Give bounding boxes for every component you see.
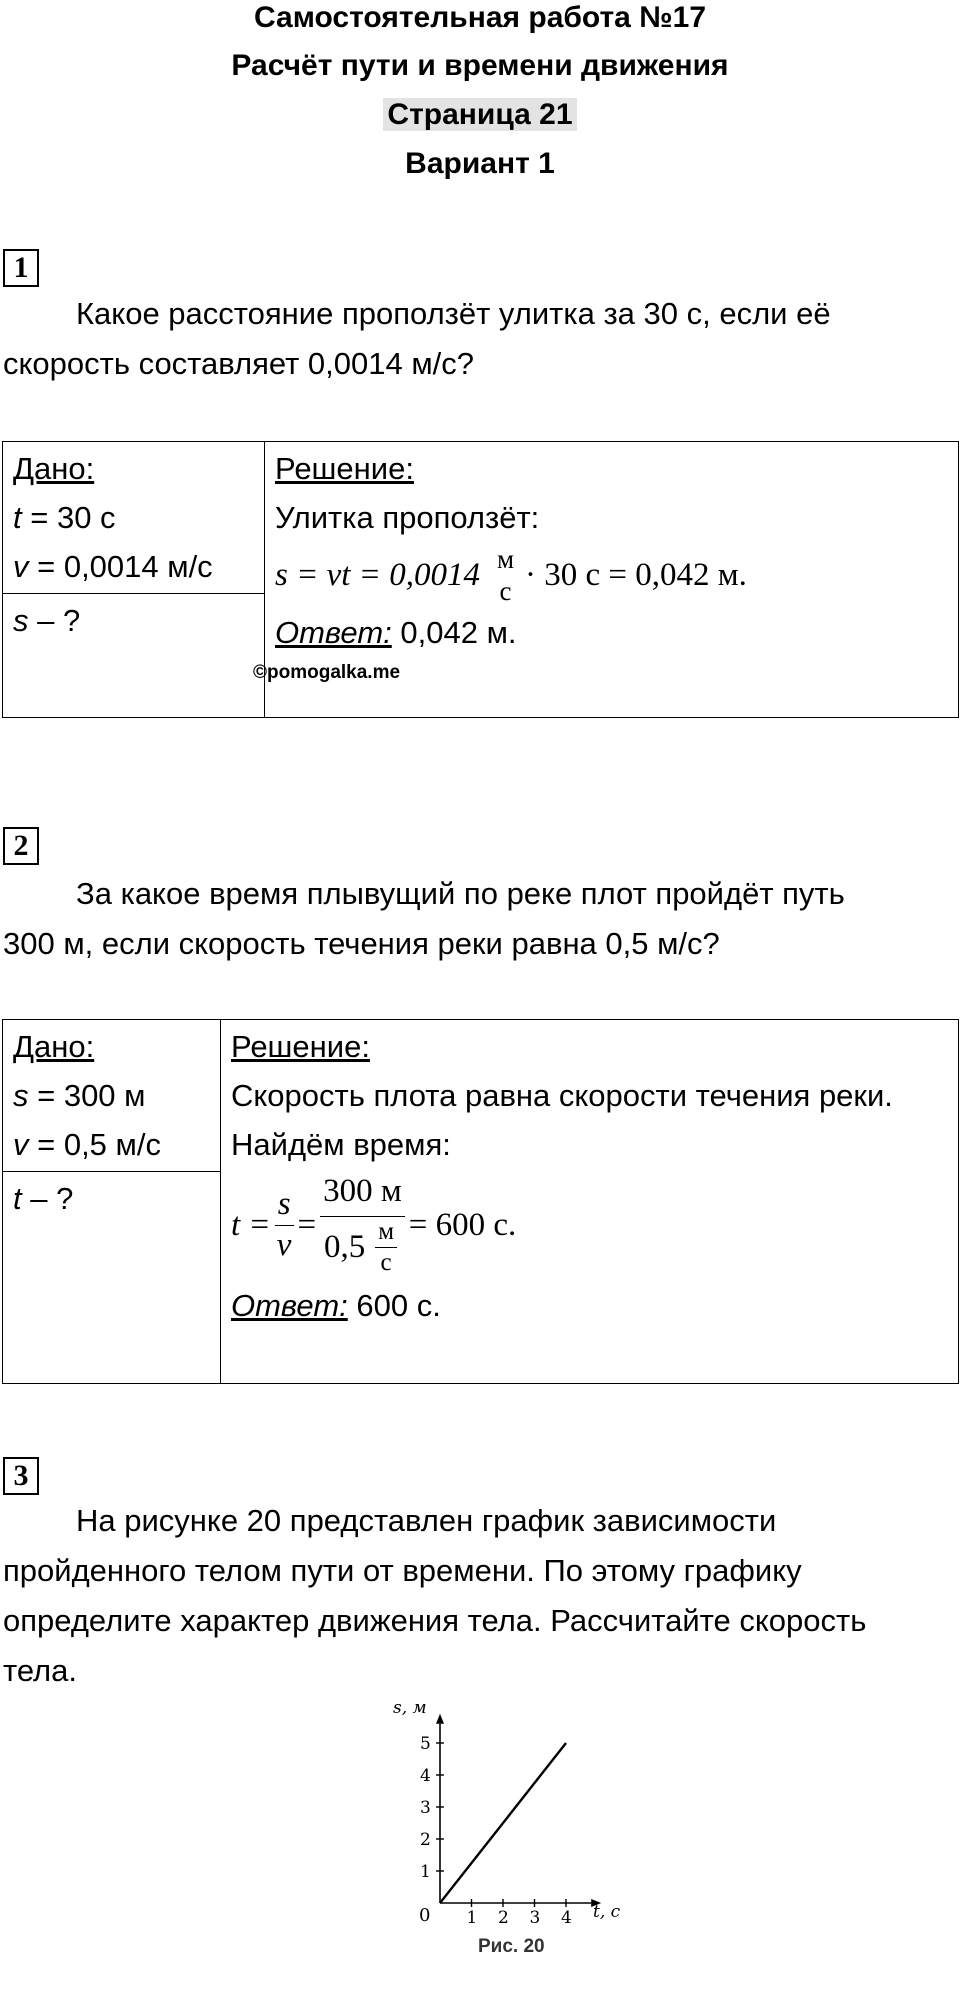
figure-caption: Рис. 20 bbox=[478, 1936, 545, 1957]
task-2-given-cell bbox=[3, 1020, 221, 1172]
y-tick-label: 1 bbox=[420, 1862, 431, 1882]
task-2-given-s-var: s bbox=[13, 1078, 29, 1113]
variant-label: Вариант 1 bbox=[405, 147, 555, 180]
task-3-text-line-3: определите характер движения тела. Рассчитайте скорость bbox=[3, 1603, 867, 1638]
page-number: Страница 21 bbox=[383, 98, 576, 131]
y-axis-arrow bbox=[436, 1714, 444, 1724]
task-2-given-s-value: = 300 м bbox=[28, 1078, 146, 1113]
worksheet-title: Самостоятельная работа №17 bbox=[253, 1, 707, 34]
task-2-text-line-2: 300 м, если скорость течения реки равна 0,5 м/с? bbox=[3, 926, 720, 961]
task-2-answer-value: 600 с. bbox=[347, 1288, 441, 1323]
task-2-formula-den bbox=[320, 1217, 405, 1278]
task-2-solution-label: Решение: bbox=[231, 1029, 370, 1064]
task-3-text-line-1: На рисунке 20 представлен график зависимости bbox=[76, 1503, 777, 1538]
task-2-solution-cell bbox=[221, 1020, 959, 1384]
task-2-formula-t: t = bbox=[231, 1206, 271, 1243]
task-1-answer-label: Ответ: bbox=[275, 615, 392, 650]
task-2-formula-den-unit-den: с bbox=[380, 1248, 392, 1276]
task-2-formula-frac-den: v bbox=[276, 1226, 292, 1263]
task-3-text-line-2: пройденного телом пути от времени. По этому графику bbox=[3, 1553, 802, 1588]
task-2-formula-den-unit bbox=[375, 1217, 397, 1278]
task-1-given-t-value: = 30 с bbox=[21, 500, 116, 535]
task-1-formula bbox=[275, 542, 948, 608]
y-tick-label: 4 bbox=[420, 1766, 431, 1786]
y-tick-label: 5 bbox=[420, 1734, 431, 1754]
chart-series bbox=[440, 1743, 566, 1903]
task-2-table bbox=[2, 1019, 959, 1384]
task-2-formula bbox=[231, 1169, 948, 1281]
x-tick-label: 4 bbox=[561, 1908, 572, 1928]
x-axis-label: t, с bbox=[593, 1902, 621, 1922]
page-number-line bbox=[0, 93, 960, 137]
origin-label: 0 bbox=[419, 1905, 431, 1926]
task-3-number: 3 bbox=[3, 1457, 39, 1495]
task-1-formula-unit-num: м bbox=[496, 543, 515, 574]
x-tick-label: 3 bbox=[529, 1908, 541, 1928]
task-1-text-line-1: Какое расстояние проползёт улитка за 30 с, если её bbox=[76, 296, 831, 331]
task-2-formula-den-unit-num: м bbox=[375, 1217, 397, 1248]
task-1-given-v-value: = 0,0014 м/с bbox=[28, 549, 213, 584]
task-2-formula-frac-num: s bbox=[275, 1185, 294, 1226]
task-1-solution-line-1: Улитка проползёт: bbox=[275, 500, 540, 535]
watermark: ©pomogalka.me bbox=[253, 662, 401, 683]
task-1-formula-rhs: · 30 с = 0,042 м. bbox=[525, 556, 747, 593]
task-2-text-line-1: За какое время плывущий по реке плот пройдёт путь bbox=[76, 876, 845, 911]
task-2-formula-num: 300 м bbox=[320, 1172, 405, 1217]
task-1-given-v-var: v bbox=[13, 549, 29, 584]
task-2-answer-label: Ответ: bbox=[231, 1288, 348, 1323]
task-2-formula-result: = 600 с. bbox=[408, 1206, 517, 1243]
y-tick-label: 3 bbox=[420, 1798, 431, 1818]
task-2-solution-line-1: Скорость плота равна скорости течения реки. bbox=[231, 1078, 893, 1113]
task-1-number: 1 bbox=[3, 249, 39, 287]
task-1-formula-lhs: s = vt = 0,0014 bbox=[275, 556, 480, 593]
task-2-find-var: t bbox=[13, 1181, 22, 1216]
task-2-formula-sv-fraction bbox=[275, 1185, 294, 1265]
task-2-number: 2 bbox=[3, 827, 39, 865]
worksheet-subtitle: Расчёт пути и времени движения bbox=[231, 49, 729, 82]
task-3-text bbox=[3, 1496, 933, 1696]
task-1-find-cell bbox=[3, 594, 265, 718]
task-2-solution-line-2: Найдём время: bbox=[231, 1127, 451, 1162]
figure-20 bbox=[383, 1690, 658, 1970]
task-1-solution-label: Решение: bbox=[275, 451, 414, 486]
task-2-find-cell bbox=[3, 1172, 221, 1384]
task-1-text-line-2: скорость составляет 0,0014 м/с? bbox=[3, 346, 475, 381]
task-2-formula-eq: = bbox=[297, 1206, 317, 1243]
task-1-formula-unit-fraction bbox=[494, 543, 517, 608]
task-3-text-line-4: тела. bbox=[3, 1653, 78, 1688]
task-2-text bbox=[3, 869, 933, 969]
y-axis-label: s, м bbox=[393, 1698, 427, 1718]
task-1-text bbox=[3, 289, 933, 389]
task-1-given-label: Дано: bbox=[13, 451, 95, 486]
x-tick-label: 1 bbox=[466, 1908, 478, 1928]
distance-time-line bbox=[440, 1743, 566, 1903]
task-1-table bbox=[2, 441, 959, 718]
task-1-find-var: s bbox=[13, 603, 29, 638]
task-2-given-label: Дано: bbox=[13, 1029, 95, 1064]
task-1-answer-value: 0,042 м. bbox=[391, 615, 517, 650]
task-1-given-t-var: t bbox=[13, 500, 22, 535]
task-1-formula-unit-den: с bbox=[499, 576, 512, 606]
task-2-formula-den-value: 0,5 bbox=[323, 1228, 366, 1265]
y-tick-label: 2 bbox=[420, 1830, 431, 1850]
task-2-formula-value-fraction bbox=[320, 1172, 405, 1278]
task-2-given-v-value: = 0,5 м/с bbox=[28, 1127, 161, 1162]
task-2-find-rest: – ? bbox=[21, 1181, 74, 1216]
task-1-find-rest: – ? bbox=[28, 603, 81, 638]
distance-time-chart bbox=[383, 1690, 658, 1970]
task-2-given-v-var: v bbox=[13, 1127, 29, 1162]
x-tick-label: 2 bbox=[498, 1908, 509, 1928]
task-1-given-cell bbox=[3, 442, 265, 594]
